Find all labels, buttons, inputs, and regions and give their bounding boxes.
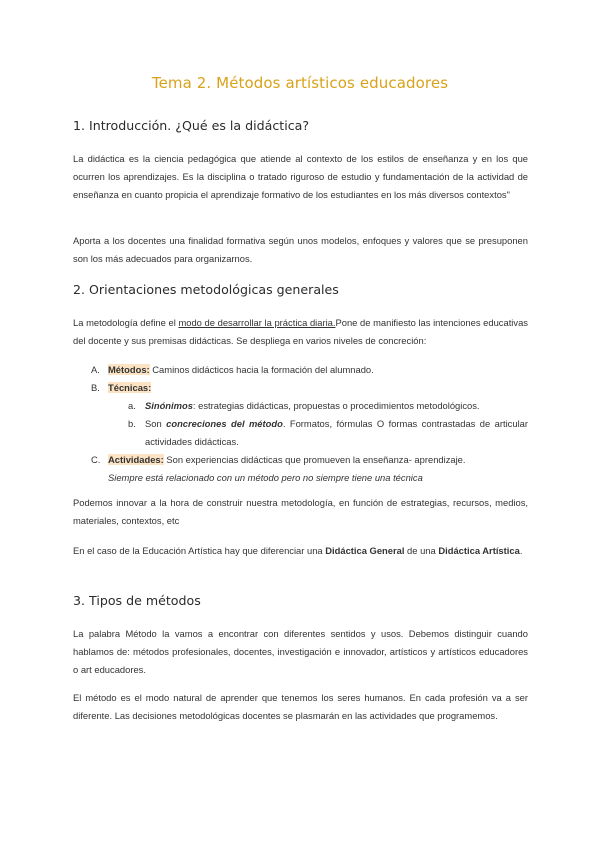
section-2-heading: 2. Orientaciones metodológicas generales — [73, 282, 339, 297]
section-1-paragraph-2: Aporta a los docentes una finalidad formativa según unos modelos, enfoques y valores que se presuponen son los más adecuados para organizarnos. — [73, 235, 528, 264]
section-2-paragraph-1 — [73, 314, 528, 350]
list-marker: C. — [91, 454, 101, 465]
list-marker: B. — [91, 382, 100, 393]
section-1-heading: 1. Introducción. ¿Qué es la didáctica? — [73, 118, 310, 133]
section-3-paragraph-2: El método es el modo natural de aprender que tenemos los seres humanos. En cada profesión va a ser diferente. Las decisiones metodológicas docentes se plasmarán en las actividades que programemos. — [73, 692, 528, 721]
bold-term: Didáctica Artística — [438, 545, 520, 556]
text-run: : estrategias didácticas, propuestas o procedimientos metodológicos. — [192, 400, 480, 411]
list-marker: a. — [128, 400, 136, 411]
text-run: En el caso de la Educación Artística hay que diferenciar una — [73, 545, 326, 556]
bold-italic-label: Sinónimos — [145, 400, 193, 411]
bold-italic-label: concreciones del método — [166, 418, 283, 429]
list-item-actividades — [108, 451, 528, 487]
text-run: . — [519, 545, 523, 556]
list-item-tecnicas — [108, 379, 528, 397]
italic-note: Siempre está relacionado con un método pero no siempre tiene una técnica — [108, 472, 423, 483]
section-1-paragraph-1: La didáctica es la ciencia pedagógica que atiende al contexto de los estilos de enseñanza y en los que ocurren los aprendizajes. Es la disciplina o tratado riguroso de estudio y fundamentación de la actividad de enseñanza en cuanto propicia el aprendizaje formativo de los estudiantes en los más diversos contextos" — [73, 153, 528, 200]
list-marker: b. — [128, 418, 136, 429]
text-run: Son experiencias didácticas que promueven la enseñanza- aprendizaje. — [163, 454, 466, 465]
text-run: Caminos didácticos hacia la formación del alumnado. — [149, 364, 374, 375]
text-run: . Formatos, fórmulas O formas contrastadas de articular actividades didácticas. — [145, 418, 528, 447]
section-3-heading: 3. Tipos de métodos — [73, 593, 201, 608]
section-2-paragraph-3 — [73, 542, 528, 560]
text-run: La metodología define el — [73, 317, 179, 328]
list-item-metodos — [108, 361, 528, 379]
highlighted-label: Técnicas: — [108, 382, 152, 393]
list-item-sinonimos — [145, 397, 528, 415]
section-2-paragraph-2: Podemos innovar a la hora de construir nuestra metodología, en función de estrategias, recursos, medios, materiales, contextos, etc — [73, 497, 528, 526]
text-run: de una — [404, 545, 439, 556]
highlighted-label: Métodos: — [108, 364, 150, 375]
section-3-paragraph-1: La palabra Método la vamos a encontrar con diferentes sentidos y usos. Debemos distinguir cuando hablamos de: métodos profesionales, docentes, investigación e innovador, artísticos y artísticos educadores o art educadores. — [73, 628, 528, 675]
underlined-phrase: modo de desarrollar la práctica diaria. — [178, 317, 336, 328]
text-run: Son — [145, 418, 167, 429]
text-run: Pone de manifiesto las intenciones educativas del docente y sus premisas didácticas. Se despliega en varios niveles de concreción: — [73, 317, 528, 346]
list-marker: A. — [91, 364, 100, 375]
highlighted-label: Actividades: — [108, 454, 164, 465]
list-item-concreciones — [145, 415, 528, 451]
bold-term: Didáctica General — [325, 545, 405, 556]
document-title: Tema 2. Métodos artísticos educadores — [151, 74, 449, 92]
